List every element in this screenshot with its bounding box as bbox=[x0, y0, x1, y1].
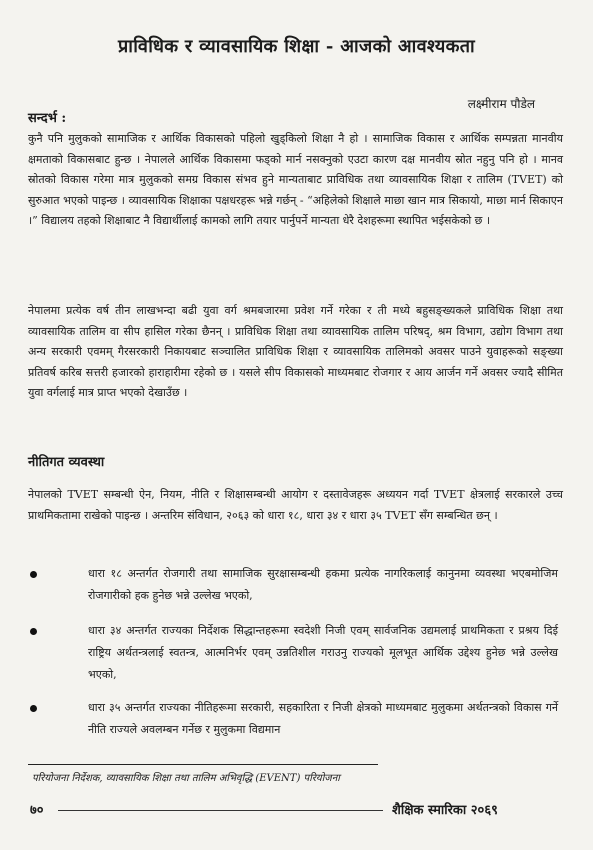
footnote-divider bbox=[28, 764, 378, 765]
publication-name: शैक्षिक स्मारिका २०६९ bbox=[392, 803, 498, 818]
page-number: ७० bbox=[30, 803, 44, 818]
bullet-dot-icon bbox=[30, 628, 37, 635]
paragraph-context-1: कुनै पनि मुलुकको सामाजिक र आर्थिक विकासको पहिलो खुड्किलो शिक्षा नै हो । सामाजिक विकास र आर्थिक सम्पन्नता मानवीय क्षमताको विकासबाट हुन्छ । नेपालले आर्थिक विकासमा फड्को मार्न नसक्नुको एउटा कारण दक्ष मानवीय स्रोत नहुनु पनि हो । मानव स्रोतको विकास गरेमा मात्र मुलुकको समग्र विकास संभव हुने मान्यताबाट प्राविधिक तथा व्यावसायिक शिक्षा र तालिम (TVET) को सुरुआत भएको पाइन्छ । व्यावसायिक शिक्षाका पक्षधरहरू भन्ने गर्छन् - “अहिलेको शिक्षाले माछा खान मात्र सिकायो, माछा मार्न सिकाएन ।” विद्यालय तहको शिक्षाबाट नै विद्यार्थीलाई कामको लागि तयार पार्नुपर्ने मान्यता धेरै देशहरूमा स्थापित भईसकेको छ । bbox=[28, 132, 563, 227]
bullet-text: धारा ३५ अन्तर्गत राज्यका नीतिहरूमा सरकारी, सहकारिता र निजी क्षेत्रको माध्यमबाट मुलुकमा अर्थतन्त्रको विकास गर्ने नीति राज्यले अवलम्बन गर्नेछ र मुलुकमा विद्यमान bbox=[88, 701, 558, 736]
bullet-dot-icon bbox=[30, 571, 37, 578]
paragraph-context-2: नेपालमा प्रत्येक वर्ष तीन लाखभन्दा बढी युवा वर्ग श्रमबजारमा प्रवेश गर्ने गरेका र ती मध्ये बहुसङ्ख्यकले प्राविधिक शिक्षा तथा व्यावसायिक तालिम वा सीप हासिल गरेका छैनन् । प्राविधिक शिक्षा तथा व्यावसायिक तालिम परिषद्, श्रम विभाग, उद्योग विभाग तथा अन्य सरकारी एवमम् गैरसरकारी निकायबाट सञ्चालित प्राविधिक शिक्षा र व्यावसायिक तालिमको अवसर पाउने युवाहरूको सङ्ख्या प्रतिवर्ष करिब सत्तरी हजारको हाराहारीमा रहेको छ । यसले सीप विकासको माध्यमबाट रोजगार र आय आर्जन गर्ने अवसर ज्यादै सीमित युवा वर्गलाई मात्र प्राप्त भएको देखाउँछ । bbox=[28, 304, 563, 399]
article-title: प्राविधिक र व्यावसायिक शिक्षा - आजको आवश्यकता bbox=[118, 36, 475, 57]
footnote: परियोजना निर्देशक, व्यावसायिक शिक्षा तथा तालिम अभिवृद्धि (EVENT) परियोजना bbox=[32, 773, 340, 784]
section-heading-policy: नीतिगत व्यवस्था bbox=[28, 455, 105, 470]
author-name: लक्ष्मीराम पौडेल bbox=[467, 97, 535, 111]
paragraph-policy-intro: नेपालको TVET सम्बन्धी ऐन, नियम, नीति र शिक्षासम्बन्धी आयोग र दस्तावेजहरू अध्ययन गर्दा TVET क्षेत्रलाई सरकारले उच्च प्राथमिकतामा राखेको पाइन्छ । अन्तरिम संविधान, २०६३ को धारा १८, धारा ३४ र धारा ३५ TVET सँग सम्बन्धित छन् । bbox=[28, 488, 563, 522]
footer-divider bbox=[58, 810, 383, 811]
bullet-text: धारा ३४ अन्तर्गत राज्यका निर्देशक सिद्धान्तहरूमा स्वदेशी निजी एवम् सार्वजनिक उद्यमलाई प्राथमिकता र प्रश्रय दिई राष्ट्रिय अर्थतन्त्रलाई स्वतन्त्र, आत्मनिर्भर एवम् उन्नतिशील गराउनु राज्यको मूलभूत आर्थिक उद्देश्य हुनेछ भन्ने उल्लेख भएको, bbox=[88, 624, 558, 681]
section-heading-context: सन्दर्भ : bbox=[28, 111, 67, 126]
bullet-dot-icon bbox=[30, 705, 37, 712]
bullet-text: धारा १८ अन्तर्गत रोजगारी तथा सामाजिक सुरक्षासम्बन्धी हकमा प्रत्येक नागरिकलाई कानुनमा व्यवस्था भएबमोजिम रोजगारीको हक हुनेछ भन्ने उल्लेख भएको, bbox=[88, 567, 558, 602]
